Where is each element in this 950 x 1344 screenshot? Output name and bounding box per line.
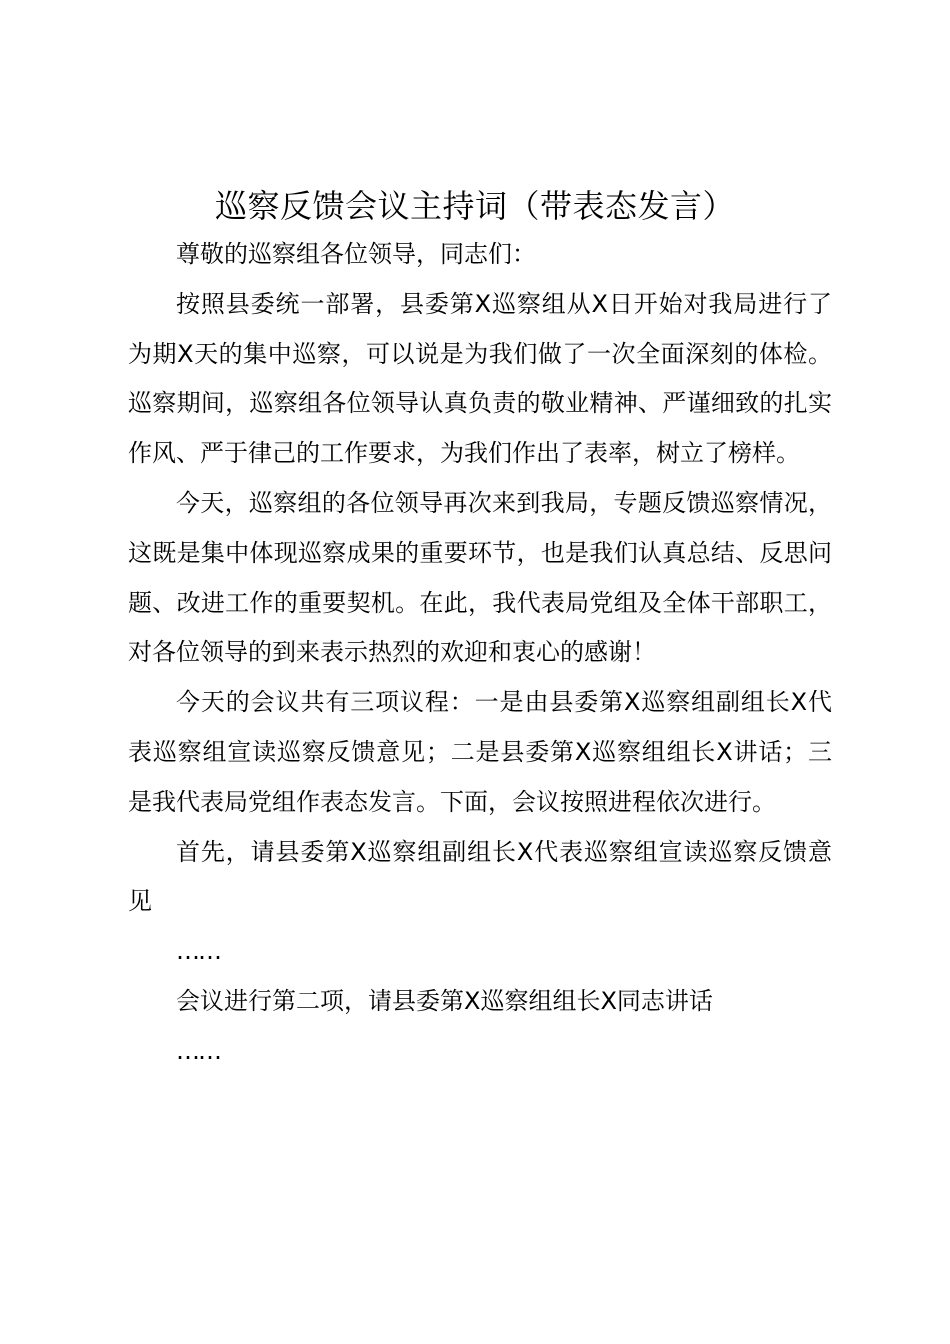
salutation-paragraph: 尊敬的巡察组各位领导，同志们： — [176, 240, 536, 268]
ellipsis-marker: …… — [176, 1036, 220, 1065]
body-paragraph-second-item: 会议进行第二项，请县委第X巡察组组长X同志讲话 — [176, 986, 713, 1015]
body-paragraph-first-item: 首先，请县委第X巡察组副组长X代表巡察组宣读巡察反馈意见 — [128, 837, 832, 916]
body-paragraph-welcome: 今天，巡察组的各位领导再次来到我局，专题反馈巡察情况，这既是集中体现巡察成果的重要环节，也是我们认真总结、反思问题、改进工作的重要契机。在此，我代表局党组及全体干部职工，对各位领导的到来表示热烈的欢迎和衷心的感谢！ — [128, 488, 832, 667]
document-body — [128, 230, 832, 1077]
ellipsis-marker: …… — [176, 937, 220, 966]
body-paragraph-inspection-overview: 按照县委统一部署，县委第X巡察组从X日开始对我局进行了为期X天的集中巡察，可以说是为我们做了一次全面深刻的体检。巡察期间，巡察组各位领导认真负责的敬业精神、严谨细致的扎实作风、严于律己的工作要求，为我们作出了表率，树立了榜样。 — [128, 289, 832, 468]
body-paragraph-agenda: 今天的会议共有三项议程：一是由县委第X巡察组副组长X代表巡察组宣读巡察反馈意见；二是县委第X巡察组组长X讲话；三是我代表局党组作表态发言。下面，会议按照进程依次进行。 — [128, 688, 832, 816]
document-title: 巡察反馈会议主持词（带表态发言） — [214, 187, 735, 225]
